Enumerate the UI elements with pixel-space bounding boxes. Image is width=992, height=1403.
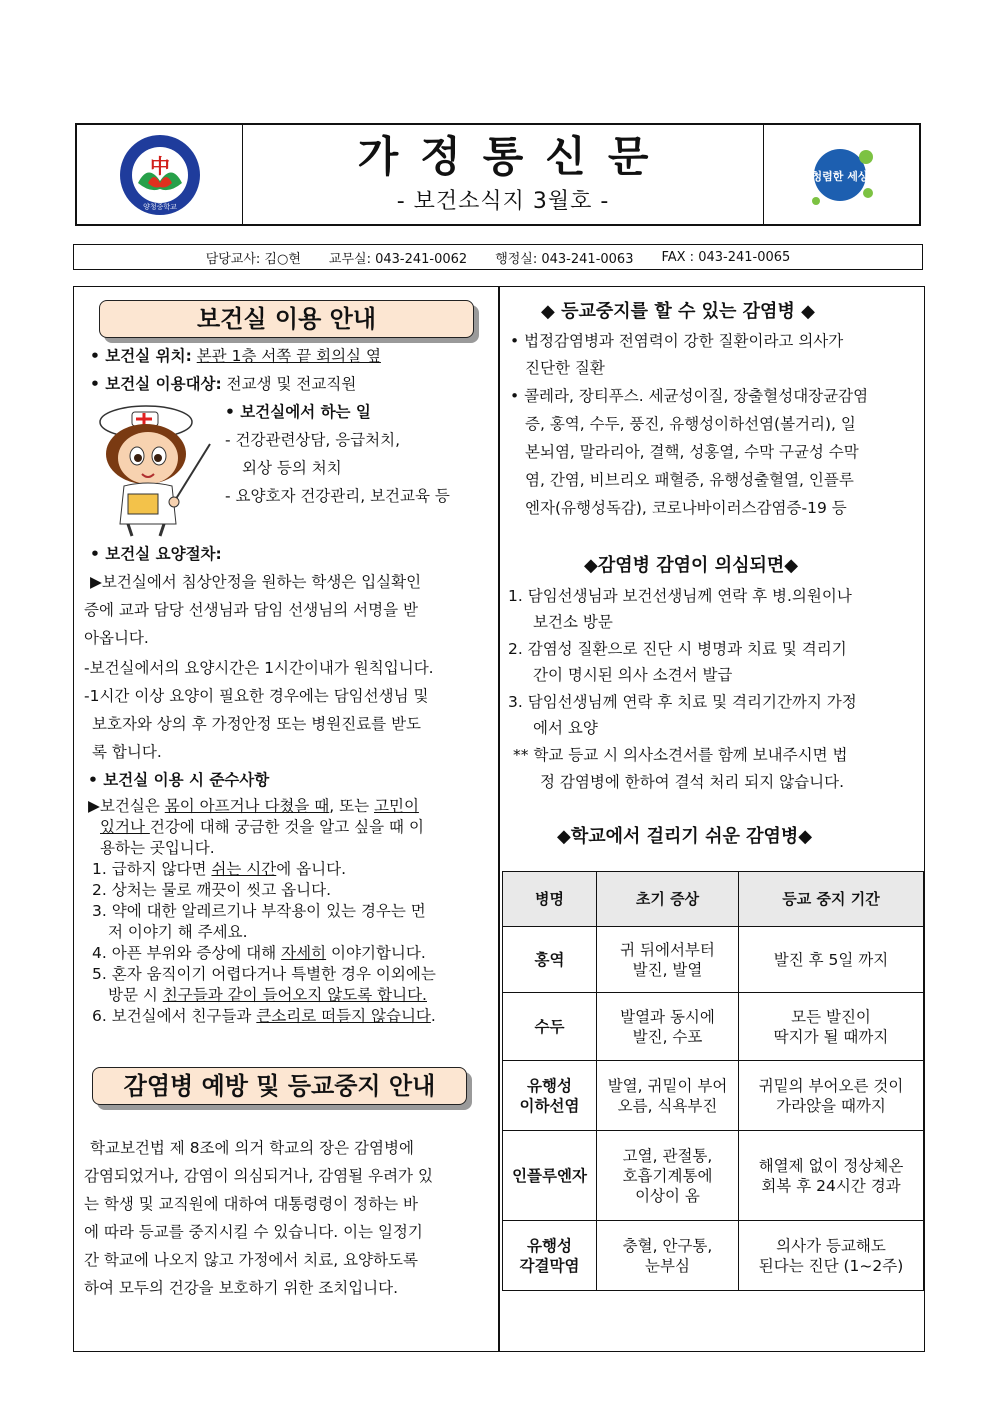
rule-3a: 3. 약에 대한 알레르기나 부작용이 있는 경우는 먼	[92, 902, 426, 920]
disease-name: 유행성 이하선염	[503, 1061, 597, 1131]
admin-phone: 행정실: 043-241-0063	[495, 251, 634, 267]
disease-period: 의사가 등교해도 된다는 진단 (1~2주)	[739, 1221, 924, 1291]
law-line-1: 학교보건법 제 8조에 의거 학교의 장은 감염병에	[90, 1139, 414, 1157]
rule-4b: 자세히	[281, 944, 327, 962]
stop-line-2b: 증, 홍역, 수두, 풍진, 유행성이하선염(볼거리), 일	[525, 415, 856, 433]
rest-line-7: 록 합니다.	[92, 743, 162, 761]
rest-procedure-label: • 보건실 요양절차:	[90, 545, 222, 563]
section-title-health-room: 보건실 이용 안내	[99, 300, 474, 338]
header-symptom: 초기 증상	[597, 872, 739, 927]
common-diseases-title: ◆학교에서 걸리기 쉬운 감염병◆	[557, 826, 813, 847]
page-title: 가정통신문	[357, 131, 671, 181]
suspect-note-a: ** 학교 등교 시 의사소견서를 함께 보내주시면 법	[513, 746, 848, 764]
suspect-line-1b: 보건소 방문	[533, 613, 613, 631]
stop-line-2e: 엔자(유행성독감), 코로나바이러스감염증-19 등	[525, 499, 847, 517]
svg-text:양청중학교: 양청중학교	[142, 202, 177, 211]
disease-period: 귀밑의 부어오른 것이 가라앉을 때까지	[739, 1061, 924, 1131]
law-line-2: 감염되었거나, 감염이 의심되거나, 감염될 우려가 있	[84, 1167, 433, 1185]
rule-5b: 방문 시	[108, 986, 163, 1004]
location-value: 본관 1층 서쪽 끝 회의실 옆	[196, 347, 381, 365]
work-item-2: - 요양호자 건강관리, 보건교육 등	[225, 487, 450, 505]
table-header-row	[503, 872, 924, 927]
rules-intro-3: 용하는 곳입니다.	[100, 839, 215, 857]
rules-intro-2b: 건강에 대해 궁금한 것을 알고 싶을 때 이	[149, 818, 424, 836]
table-row	[503, 1061, 924, 1131]
rule-1c: 에 옵니다.	[276, 860, 346, 878]
suspect-title: ◆감염병 감염이 의심되면◆	[584, 555, 799, 576]
rules-intro-1a: ▶보건실은	[88, 797, 165, 815]
disease-symptom: 발열과 동시에 발진, 수포	[597, 993, 739, 1061]
rule-5a: 5. 혼자 움직이기 어렵다거나 특별한 경우 이외에는	[92, 965, 436, 983]
suspect-note-b: 정 감염병에 한하여 결석 처리 되지 않습니다.	[540, 773, 845, 791]
rule-6b: 큰소리로 떠들지 않습니다	[256, 1007, 431, 1025]
law-line-3: 는 학생 및 교직원에 대하여 대통령령이 정하는 바	[84, 1195, 418, 1213]
rule-4a: 4. 아픈 부위와 증상에 대해	[92, 944, 282, 962]
disease-name: 수두	[503, 993, 597, 1061]
disease-symptom: 충혈, 안구통, 눈부심	[597, 1221, 739, 1291]
rule-3b: 저 이야기 해 주세요.	[108, 923, 248, 941]
rule-1b: 쉬는 시간	[211, 860, 277, 878]
disease-symptom: 귀 뒤에서부터 발진, 발열	[597, 927, 739, 993]
work-item-1b: 외상 등의 처치	[242, 459, 342, 477]
rule-2: 2. 상처는 물로 깨끗이 씻고 옵니다.	[92, 881, 332, 899]
disease-name: 인플루엔자	[503, 1131, 597, 1221]
suspect-line-3b: 에서 요양	[533, 719, 598, 737]
law-line-5: 간 학교에 나오지 않고 가정에서 치료, 요양하도록	[84, 1251, 418, 1269]
rule-6c: .	[430, 1007, 436, 1025]
disease-period: 해열제 없이 정상체온 회복 후 24시간 경과	[739, 1131, 924, 1221]
office-phone: 교무실: 043-241-0062	[328, 251, 468, 267]
rules-intro-1c: , 또는	[329, 797, 374, 815]
target-label: • 보건실 이용대상:	[90, 375, 222, 393]
rest-line-1: ▶보건실에서 침상안정을 원하는 학생은 입실확인	[90, 573, 422, 591]
rule-4c: 이야기합니다.	[326, 944, 426, 962]
suspect-line-2a: 2. 감염성 질환으로 진단 시 병명과 치료 및 격리기	[508, 640, 847, 658]
svg-text:中: 中	[149, 153, 170, 178]
suspect-line-2b: 간이 명시된 의사 소견서 발급	[533, 666, 733, 684]
rules-intro-1d: 고민이	[374, 797, 419, 815]
table-row	[503, 1221, 924, 1291]
rule-6a: 6. 보건실에서 친구들과	[92, 1007, 257, 1025]
section-title-infection: 감염병 예방 및 등교중지 안내	[92, 1067, 467, 1105]
table-row	[503, 1131, 924, 1221]
header-name: 병명	[503, 872, 597, 927]
stop-line-1a: • 법정감염병과 전염력이 강한 질환이라고 의사가	[510, 332, 844, 350]
rules-label: • 보건실 이용 시 준수사항	[88, 771, 270, 789]
stop-line-2d: 염, 간염, 비브리오 패혈증, 유행성출혈열, 인플루	[525, 471, 854, 489]
law-line-4: 에 따라 등교를 중지시킬 수 있습니다. 이는 일정기	[84, 1223, 423, 1241]
target-value: 전교생 및 전교직원	[226, 375, 357, 393]
disease-table	[502, 871, 924, 1291]
rule-1a: 1. 급하지 않다면	[92, 860, 212, 878]
work-label: • 보건실에서 하는 일	[225, 403, 371, 421]
disease-name: 홍역	[503, 927, 597, 993]
stop-school-title: ◆ 등교중지를 할 수 있는 감염병 ◆	[541, 301, 815, 322]
law-line-6: 하여 모두의 건강을 보호하기 위한 조치입니다.	[84, 1279, 399, 1297]
rest-line-4: -보건실에서의 요양시간은 1시간이내가 원칙입니다.	[84, 659, 434, 677]
table-row	[503, 927, 924, 993]
rest-line-2: 증에 교과 담당 선생님과 담임 선생님의 서명을 받	[84, 601, 418, 619]
rules-intro-1b: 몸이 아프거나 다쳤을 때	[164, 797, 330, 815]
teacher-contact: 담당교사: 김○현	[205, 251, 301, 267]
rest-line-3: 아옵니다.	[84, 629, 149, 647]
work-item-1: - 건강관련상담, 응급처치,	[225, 431, 401, 449]
disease-period: 모든 발진이 딱지가 될 때까지	[739, 993, 924, 1061]
rest-line-5: -1시간 이상 요양이 필요한 경우에는 담임선생님 및	[84, 687, 429, 705]
location-label: • 보건실 위치:	[90, 347, 192, 365]
rules-intro-2a: 있거나	[100, 818, 150, 836]
stop-line-2a: • 콜레라, 장티푸스. 세균성이질, 장출혈성대장균감염	[510, 387, 869, 405]
rule-5c: 친구들과 같이 들어오지 않도록 합니다.	[162, 986, 427, 1004]
page-subtitle: - 보건소식지 3월호 -	[396, 189, 610, 215]
fax-number: FAX : 043-241-0065	[661, 249, 791, 265]
svg-text:청렴한 세상: 청렴한 세상	[811, 169, 868, 183]
suspect-line-3a: 3. 담임선생님께 연락 후 치료 및 격리기간까지 가정	[508, 693, 857, 711]
disease-name: 유행성 각결막염	[503, 1221, 597, 1291]
rest-line-6: 보호자와 상의 후 가정안정 또는 병원진료를 받도	[92, 715, 422, 733]
suspect-line-1a: 1. 담임선생님과 보건선생님께 연락 후 병.의원이나	[508, 587, 852, 605]
disease-symptom: 고열, 관절통, 호흡기계통에 이상이 옴	[597, 1131, 739, 1221]
header-period: 등교 중지 기간	[739, 872, 924, 927]
disease-symptom: 발열, 귀밑이 부어 오름, 식욕부진	[597, 1061, 739, 1131]
stop-line-2c: 본뇌염, 말라리아, 결핵, 성홍열, 수막 구균성 수막	[525, 443, 859, 461]
disease-period: 발진 후 5일 까지	[739, 927, 924, 993]
stop-line-1b: 진단한 질환	[525, 359, 605, 377]
table-row	[503, 993, 924, 1061]
